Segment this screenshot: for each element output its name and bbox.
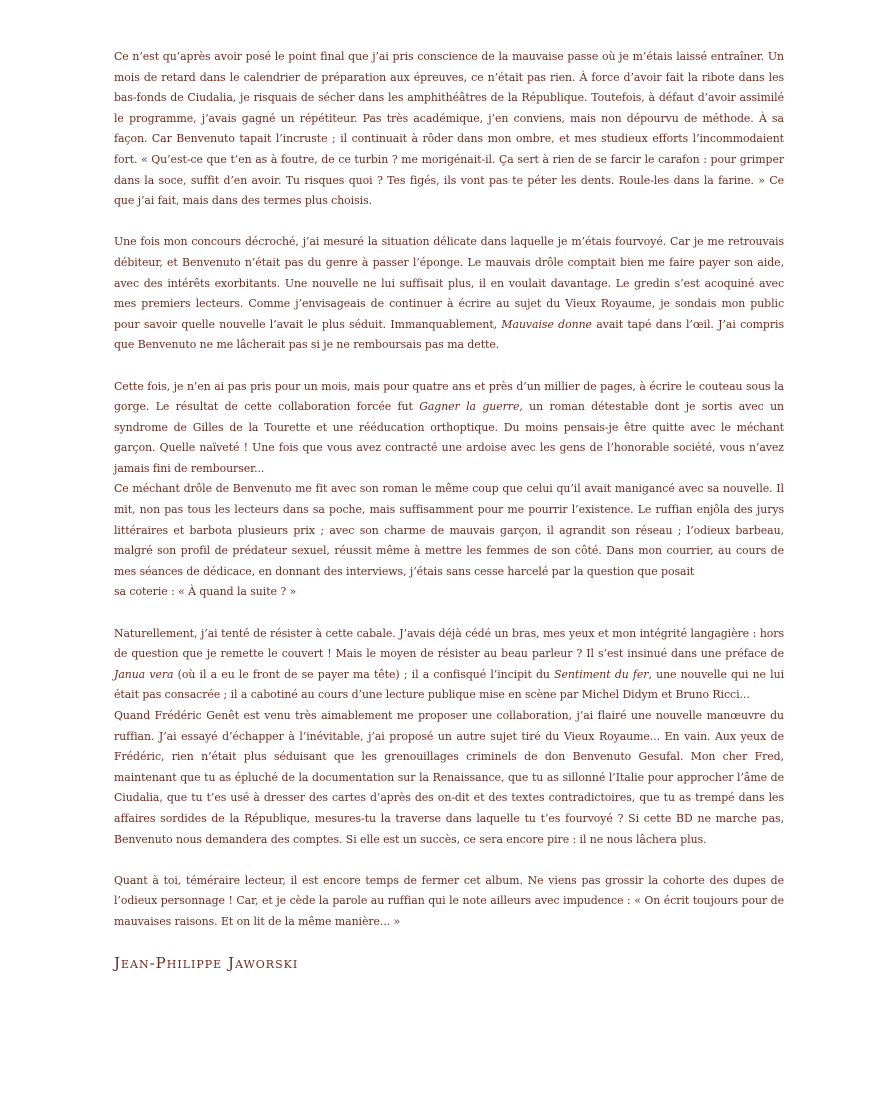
paragraph-5-text-c: , une nouvelle qui ne lui était pas consacrée ; il a cabotiné au cours d’une lecture publique mise en scène par Michel Didym et Bruno Ricci...	[114, 667, 785, 702]
paragraph-4-last-line	[114, 582, 784, 603]
paragraph-6-text: Quand Frédéric Genêt est venu très aimablement me proposer une collaboration, j’ai flairé une nouvelle manœuvre du ruffian. J’ai essayé d’échapper à l’inévitable, j’ai proposé un autre sujet tiré du Vieux Royaume... En vain. Aux yeux de Frédéric, rien n’était plus séduisant que les grenouillages criminels de don Benvenuto Gesufal. Mon cher Fred, maintenant que tu as épluché de la documentation sur la Renaissance, que tu as sillonné l’Italie pour approcher l’âme de Ciudalia, que tu t’es usé à dresser des cartes d’après des on-dit et des textes contradictoires, que tu as trempé dans les affaires sordides de la République, mesures-tu la traverse dans laquelle tu t’es fourvoyé ? Si cette BD ne marche pas, Benvenuto nous demandera des comptes. Si elle est un succès, ce sera encore pire : il ne nous lâchera plus.	[114, 709, 784, 846]
paragraph-1	[114, 47, 784, 212]
paragraph-2	[114, 232, 784, 356]
paragraph-7-text: Quant à toi, téméraire lecteur, il est encore temps de fermer cet album. Ne viens pas grossir la cohorte des dupes de l’odieux personnage ! Car, et je cède la parole au ruffian qui le note ailleurs avec impudence : « On écrit toujours pour de mauvaises raisons. Et on lit de la même manière... »	[114, 873, 784, 928]
paragraph-5-text-b: (où il a eu le front de se payer ma tête) ; il a confisqué l’incipit du	[173, 667, 555, 681]
paragraph-3	[114, 377, 784, 480]
paragraph-4	[114, 479, 784, 582]
preface-text	[114, 47, 784, 974]
paragraph-5	[114, 624, 784, 706]
title-janua-vera: Janua vera	[114, 667, 174, 681]
paragraph-2-text-b: avait tapé dans l’œil. J’ai compris que Benvenuto ne me lâcherait pas si je ne remboursais pas ma dette.	[114, 317, 784, 352]
paragraph-2-text-a: Une fois mon concours décroché, j’ai mesuré la situation délicate dans laquelle je m’étais fourvoyé. Car je me retrouvais débiteur, et Benvenuto n’était pas du genre à passer l’éponge. Le mauvais drôle comptait bien me faire payer son aide, avec des intérêts exorbitants. Une nouvelle ne lui suffisait plus, il en voulait davantage. Le gredin s’est acoquiné avec mes premiers lecteurs. Comme j’envisageais de continuer à écrire au sujet du Vieux Royaume, je sondais mon public pour savoir quelle nouvelle l’avait le plus séduit. Immanquablement,	[114, 235, 784, 331]
paragraph-4-text: Ce méchant drôle de Benvenuto me fit avec son roman le même coup que celui qu’il avait manigancé avec sa nouvelle. Il mit, non pas tous les lecteurs dans sa poche, mais suffisamment pour me pourrir l’existence. Le ruffian enjôla des jurys littéraires et barbota plusieurs prix ; avec son charme de mauvais garçon, il agrandit son réseau ; l’odieux barbeau, malgré son profil de prédateur sexuel, réussit même à mettre les femmes de son côté. Dans mon courrier, au cours de mes séances de dédicace, en donnant des interviews, j’étais sans cesse harcelé par la question que posait	[114, 482, 784, 578]
title-gagner-la-guerre: Gagner la guerre	[419, 400, 520, 414]
paragraph-3-text-b: , un roman détestable dont je sortis avec un syndrome de Gilles de la Tourette et une rééducation orthoptique. Du moins pensais-je être quitte avec le méchant garçon. Quelle naïveté ! Une fois que vous avez contracté une ardoise avec les gens de l’honorable société, vous n’avez jamais fini de rembourser...	[114, 400, 785, 475]
paragraph-4-quote: sa coterie : « À quand la suite ? »	[114, 585, 297, 599]
paragraph-5-text-a: Naturellement, j’ai tenté de résister à cette cabale. J’avais déjà cédé un bras, mes yeux et mon intégrité langagière : hors de question que je remette le couvert ! Mais le moyen de résister au beau parleur ? Il s’est insinué dans une préface de	[114, 626, 784, 661]
paragraph-3-text-a: Cette fois, je n’en ai pas pris pour un mois, mais pour quatre ans et près d’un millier de pages, à écrire le couteau sous la gorge. Le résultat de cette collaboration forcée fut	[114, 379, 784, 414]
author-signature: Jean-Philippe Jaworski	[114, 954, 299, 973]
paragraph-7	[114, 871, 784, 933]
title-sentiment-du-fer: Sentiment du fer	[554, 667, 649, 681]
title-mauvaise-donne: Mauvaise donne	[501, 317, 592, 331]
paragraph-6	[114, 706, 784, 850]
paragraph-1-text: Ce n’est qu’après avoir posé le point final que j’ai pris conscience de la mauvaise passe où je m’étais laissé entraîner. Un mois de retard dans le calendrier de préparation aux épreuves, ce n’était pas rien. À force d’avoir fait la ribote dans les bas-fonds de Ciudalia, je risquais de sécher dans les amphithéâtres de la République. Toutefois, à défaut d’avoir assimilé le programme, j’avais gagné un répétiteur. Pas très académique, j’en conviens, mais non dépourvu de méthode. À sa façon. Car Benvenuto tapait l’incruste ; il continuait à rôder dans mon ombre, et mes studieux efforts l’incommodaient fort. « Qu’est-ce que t’en as à foutre, de ce turbin ? me morigénait-il. Ça sert à rien de se farcir le carafon : pour grimper dans la soce, suffit d’en avoir. Tu risques quoi ? Tes figés, ils vont pas te péter les dents. Roule-les dans la farine. » Ce que j’ai fait, mais dans des termes plus choisis.	[114, 50, 784, 208]
